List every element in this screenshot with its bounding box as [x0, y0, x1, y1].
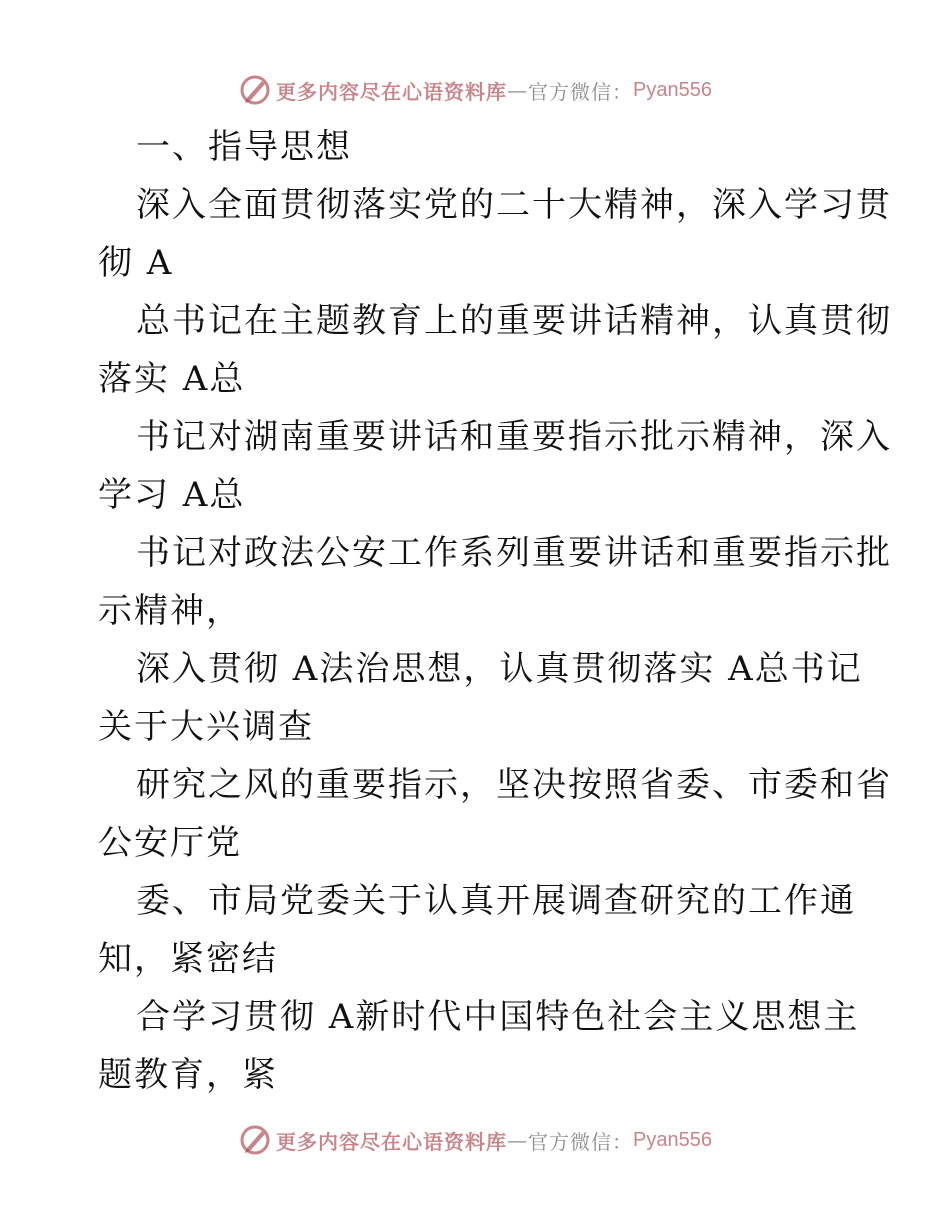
footer-watermark-banner	[0, 1120, 950, 1160]
pen-logo-icon	[238, 73, 272, 107]
banner-dash: —	[507, 78, 529, 102]
section-heading: 一、指导思想	[136, 127, 352, 167]
paragraph-line: 委、市局党委关于认真开展调查研究的工作通	[136, 881, 856, 921]
banner-dash: —	[507, 1128, 529, 1152]
paragraph-line: 总书记在主题教育上的重要讲话精神，认真贯彻	[136, 301, 892, 341]
paragraph-line: 学习 A总	[98, 475, 246, 515]
paragraph-line: 示精神，	[98, 591, 242, 631]
banner-highlight-text: 更多内容尽在心语资料库	[276, 1129, 508, 1154]
pen-logo-icon	[238, 1123, 272, 1157]
paragraph-line: 彻 A	[98, 243, 174, 283]
paragraph-line: 书记对湖南重要讲话和重要指示批示精神，深入	[136, 417, 892, 457]
banner-label: 官方微信：	[528, 1129, 634, 1154]
banner-highlight-text: 更多内容尽在心语资料库	[276, 79, 508, 104]
paragraph-line: 公安厅党	[98, 823, 242, 863]
paragraph-line: 合学习贯彻 A新时代中国特色社会主义思想主	[136, 997, 860, 1037]
paragraph-line: 深入贯彻 A法治思想，认真贯彻落实 A总书记	[136, 649, 863, 689]
paragraph-line: 落实 A总	[98, 359, 246, 399]
paragraph-line: 书记对政法公安工作系列重要讲话和重要指示批	[136, 533, 892, 573]
paragraph-line: 研究之风的重要指示，坚决按照省委、市委和省	[136, 765, 892, 805]
banner-label: 官方微信：	[528, 79, 634, 104]
banner-account-id: Pyan556	[633, 78, 712, 101]
paragraph-line: 知，紧密结	[98, 939, 278, 979]
paragraph-line: 题教育，紧	[98, 1055, 278, 1095]
paragraph-line: 深入全面贯彻落实党的二十大精神，深入学习贯	[136, 185, 892, 225]
document-body	[98, 118, 892, 1104]
banner-account-id: Pyan556	[633, 1128, 712, 1151]
paragraph-line: 关于大兴调查	[98, 707, 314, 747]
header-watermark-banner	[0, 70, 950, 110]
